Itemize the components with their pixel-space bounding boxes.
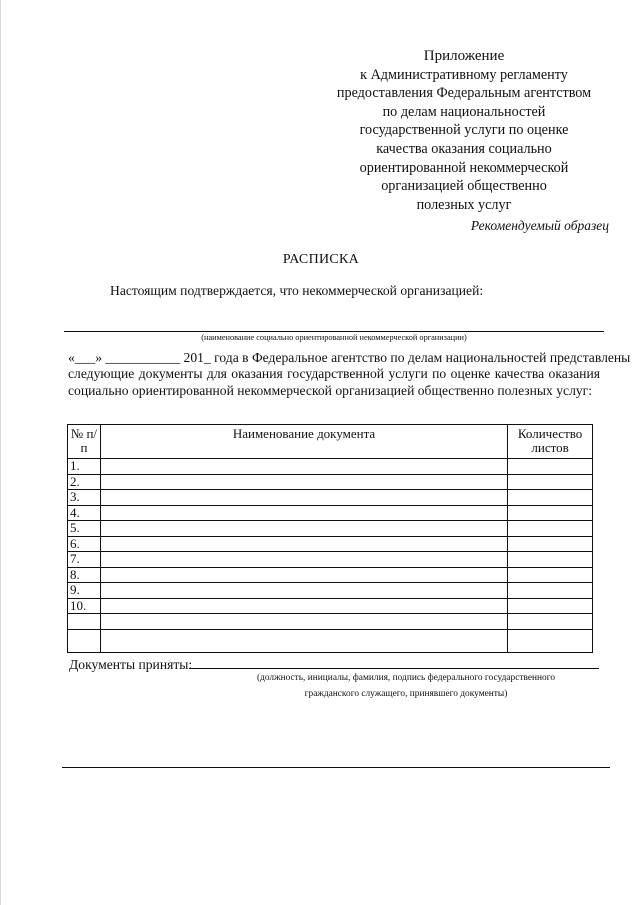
row-document-name	[100, 583, 507, 599]
row-document-name	[100, 598, 507, 614]
table-row	[68, 583, 593, 599]
row-sheet-count	[508, 614, 593, 630]
row-number: 2.	[68, 474, 101, 490]
table-row	[68, 614, 593, 630]
organization-name-line	[64, 331, 604, 332]
appendix-line: предоставления Федеральным агентством	[336, 85, 592, 102]
header-sheet-count: Количество листов	[508, 425, 593, 459]
statement-line: следующие документы для оказания государственной услуги по оценке качества оказания	[68, 366, 600, 382]
document-title: РАСПИСКА	[282, 252, 360, 267]
row-document-name	[100, 521, 507, 537]
table-row	[68, 536, 593, 552]
appendix-line: к Административному регламенту	[360, 66, 568, 83]
row-number	[68, 629, 101, 652]
appendix-line: государственной услуги по оценке	[359, 122, 569, 139]
documents-table	[67, 424, 593, 653]
appendix-line: полезных услуг	[416, 196, 512, 213]
table-row	[68, 552, 593, 568]
confirm-text: Настоящим подтверждается, что некоммерческой организацией:	[110, 283, 484, 298]
row-sheet-count	[508, 490, 593, 506]
appendix-line: по делам национальностей	[382, 103, 546, 120]
row-sheet-count	[508, 598, 593, 614]
row-number: 10.	[68, 598, 101, 614]
row-number	[68, 614, 101, 630]
row-document-name	[100, 490, 507, 506]
appendix-line: качества оказания социально	[376, 140, 552, 157]
documents-accepted-label: Документы приняты:	[69, 657, 193, 672]
appendix-header	[319, 47, 609, 214]
row-document-name	[100, 567, 507, 583]
row-number: 1.	[68, 459, 101, 475]
row-number: 3.	[68, 490, 101, 506]
accepted-caption-line: (должность, инициалы, фамилия, подпись федерального государственного	[256, 673, 556, 683]
table-row	[68, 459, 593, 475]
row-number: 8.	[68, 567, 101, 583]
row-sheet-count	[508, 583, 593, 599]
header-number: № п/п	[68, 425, 101, 459]
table-header-row	[68, 425, 593, 459]
row-number: 7.	[68, 552, 101, 568]
statement-line: «___» ___________ 201_ года в Федеральное агентство по делам национальностей представлены	[68, 350, 631, 365]
row-sheet-count	[508, 536, 593, 552]
row-sheet-count	[508, 567, 593, 583]
row-document-name	[100, 474, 507, 490]
appendix-line: ориентированной некоммерческой	[359, 159, 569, 176]
table-row	[68, 521, 593, 537]
organization-name-caption: (наименование социально ориентированной некоммерческой организации)	[201, 333, 467, 342]
row-document-name	[100, 552, 507, 568]
row-sheet-count	[508, 521, 593, 537]
bottom-rule	[62, 767, 610, 768]
header-document-name: Наименование документа	[100, 425, 507, 459]
row-document-name	[100, 614, 507, 630]
row-sheet-count	[508, 459, 593, 475]
documents-accepted-line	[189, 668, 599, 669]
row-sheet-count	[508, 629, 593, 652]
table-row	[68, 505, 593, 521]
table-row	[68, 490, 593, 506]
row-document-name	[100, 459, 507, 475]
row-document-name	[100, 505, 507, 521]
statement-paragraph	[68, 350, 631, 399]
table-row	[68, 598, 593, 614]
table-row	[68, 474, 593, 490]
accepted-caption-line: гражданского служащего, принявшего документы)	[304, 689, 508, 699]
row-sheet-count	[508, 552, 593, 568]
row-document-name	[100, 629, 507, 652]
row-number: 4.	[68, 505, 101, 521]
row-document-name	[100, 536, 507, 552]
statement-line: социально ориентированной некоммерческой организацией общественно полезных услуг:	[68, 382, 593, 398]
row-number: 9.	[68, 583, 101, 599]
documents-accepted-caption	[211, 670, 601, 702]
appendix-line: организацией общественно	[381, 178, 547, 195]
appendix-line: Приложение	[423, 48, 505, 64]
sample-label: Рекомендуемый образец	[470, 218, 609, 233]
row-sheet-count	[508, 474, 593, 490]
row-sheet-count	[508, 505, 593, 521]
table-row	[68, 567, 593, 583]
row-number: 6.	[68, 536, 101, 552]
table-row	[68, 629, 593, 652]
row-number: 5.	[68, 521, 101, 537]
